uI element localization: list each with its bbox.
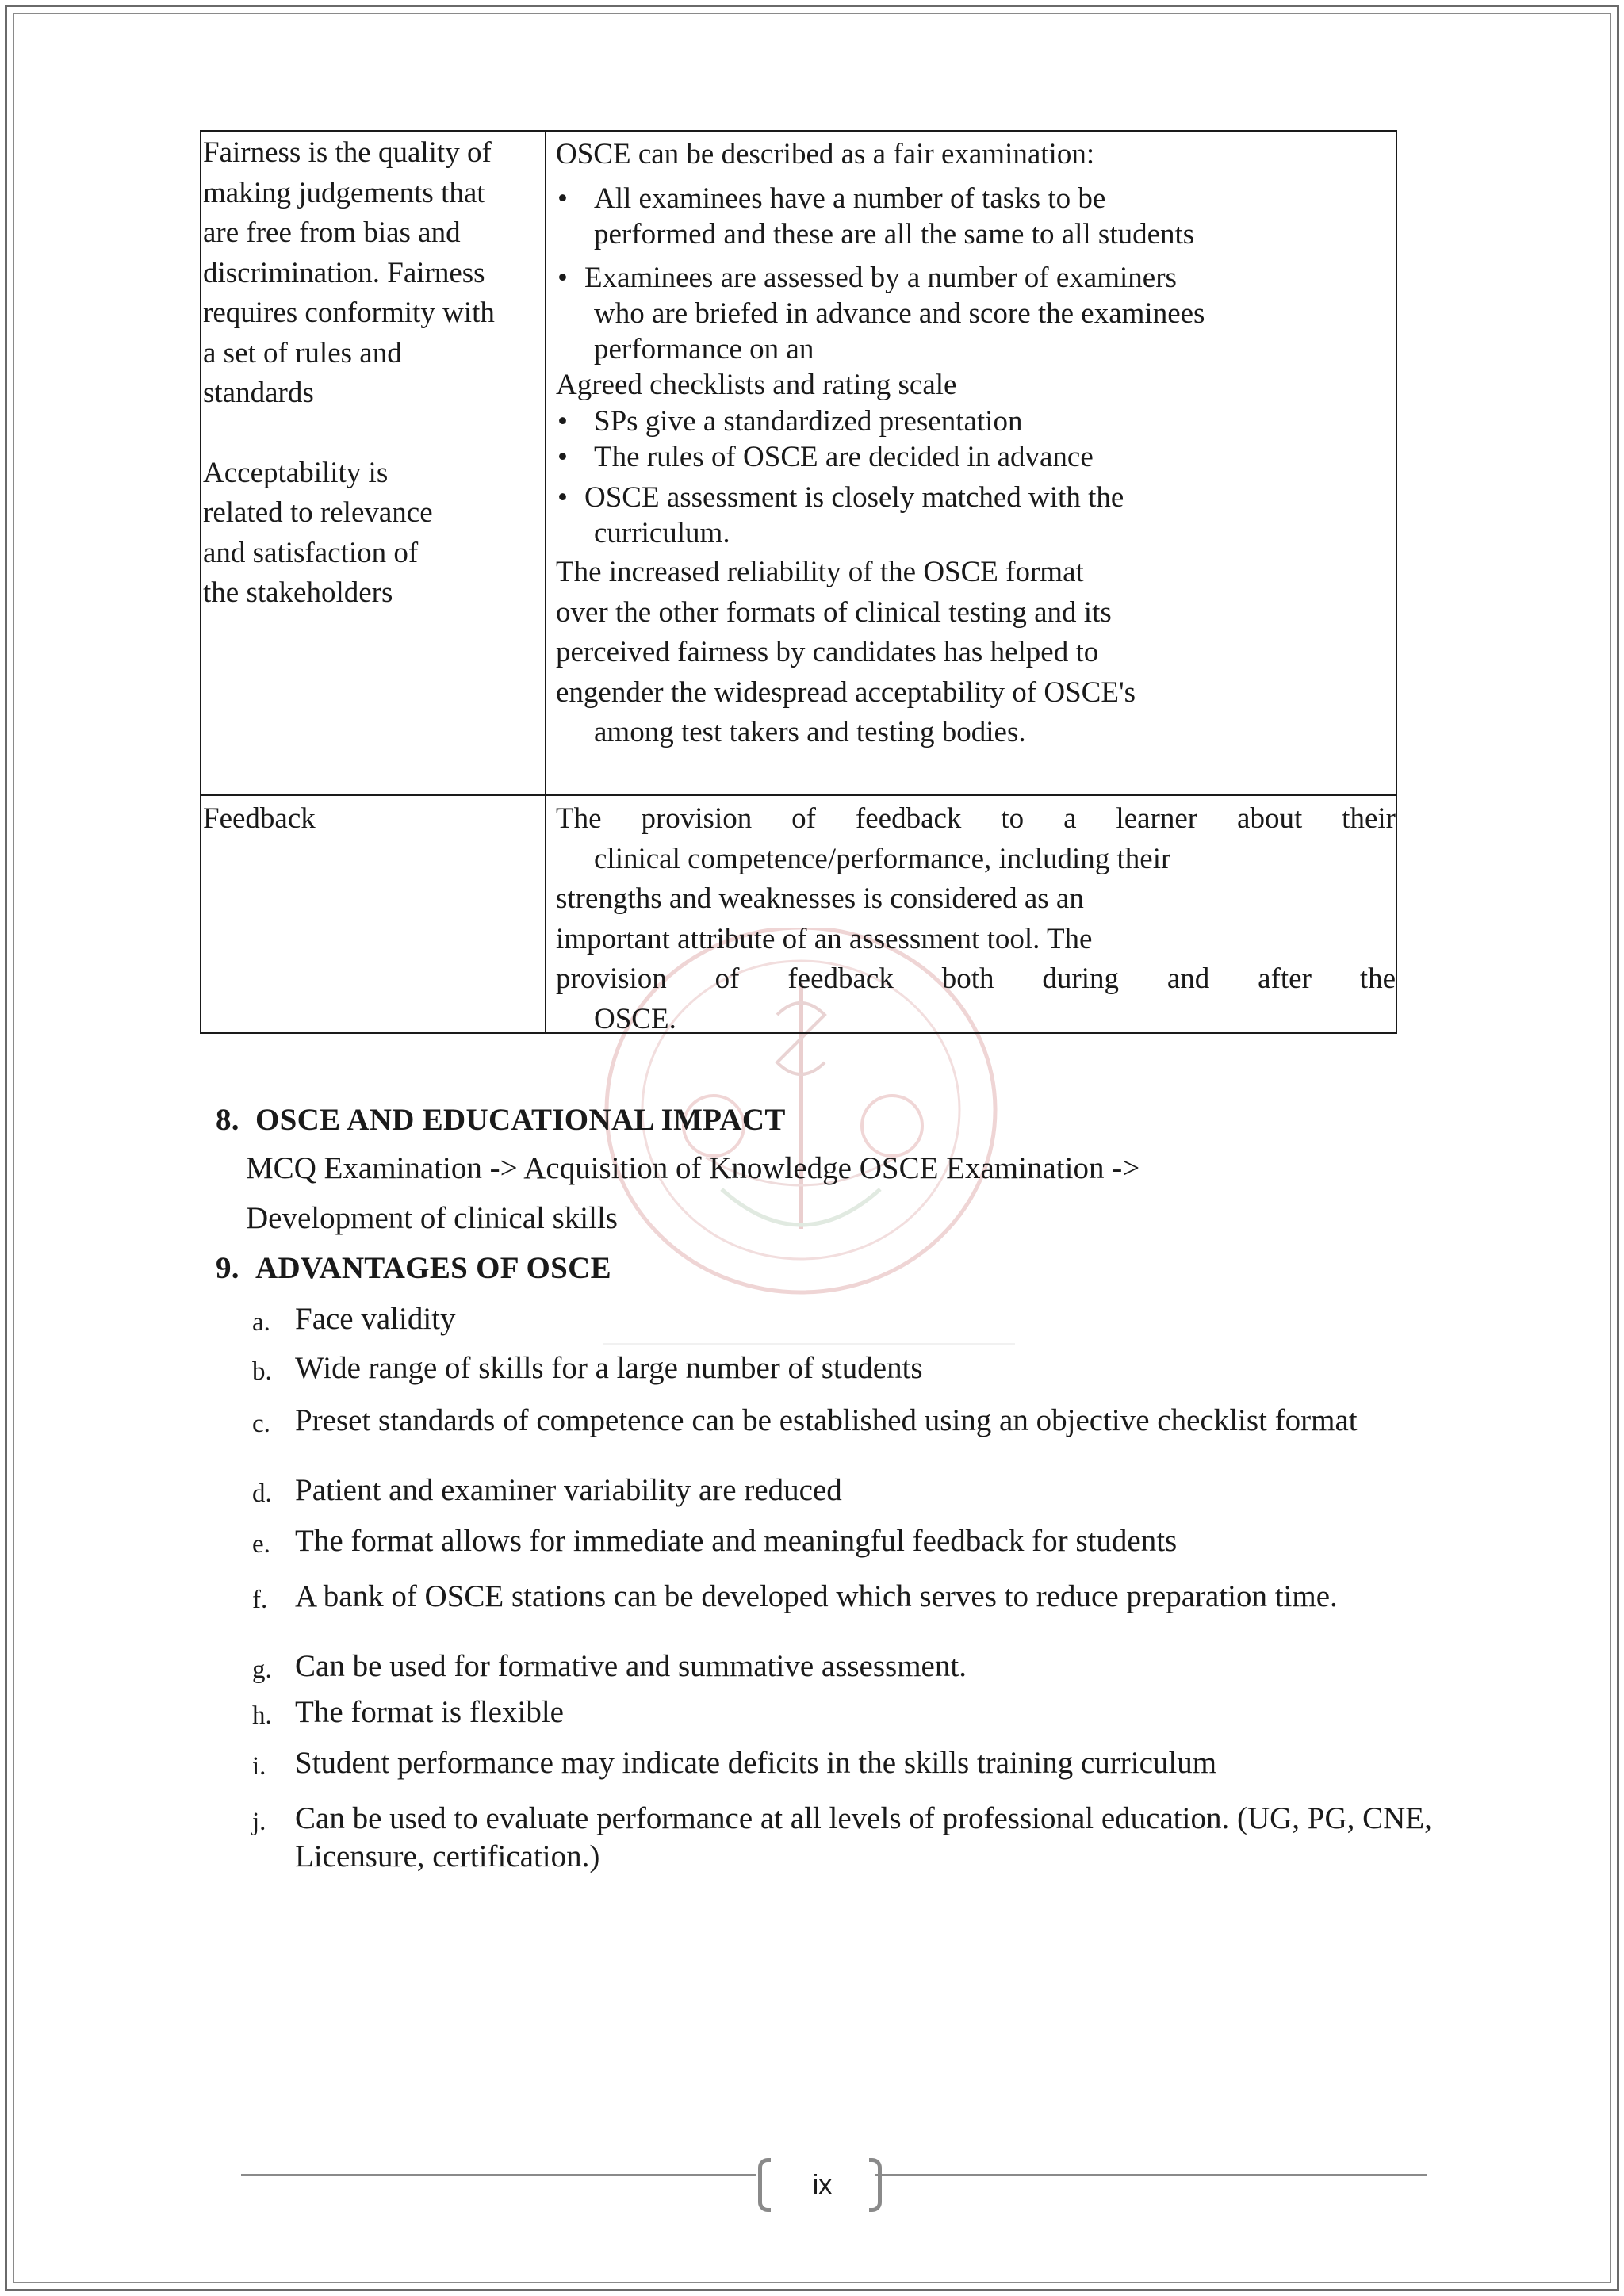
advantage-item bbox=[252, 1471, 1461, 1510]
table-row-fairness bbox=[201, 132, 1396, 796]
item-text: Face validity bbox=[295, 1302, 456, 1336]
paragraph-line: Fairness is the quality of bbox=[203, 136, 492, 169]
advantage-item bbox=[252, 1647, 1461, 1686]
bullet-icon: • bbox=[557, 182, 568, 215]
section-8-line: MCQ Examination -> Acquisition of Knowledge OSCE Examination -> bbox=[246, 1151, 1140, 1185]
agreed-checklists-line: Agreed checklists and rating scale bbox=[556, 369, 957, 401]
bullet-item bbox=[556, 480, 1396, 551]
paragraph-line: strengths and weaknesses is considered as an bbox=[556, 882, 1084, 915]
bullet-line: curriculum. bbox=[594, 517, 730, 549]
reliability-paragraph bbox=[556, 553, 1396, 753]
paragraph-line: clinical competence/performance, including their bbox=[594, 842, 1171, 875]
footer-rule-left bbox=[241, 2174, 756, 2176]
paragraph-line: The provision of feedback to a learner about their bbox=[556, 802, 1396, 835]
paragraph-line: and satisfaction of bbox=[203, 536, 419, 569]
item-text: Can be used to evaluate performance at all levels of professional education. (UG, PG, CNE, Licensure, certification.) bbox=[295, 1801, 1432, 1873]
page-number: ix bbox=[812, 2170, 833, 2200]
paragraph-line: OSCE. bbox=[594, 1002, 676, 1035]
bullet-icon: • bbox=[557, 441, 568, 473]
item-label: f. bbox=[252, 1586, 268, 1614]
table-cell-criterion bbox=[201, 132, 545, 614]
item-label: d. bbox=[252, 1479, 272, 1508]
bullet-line: performed and these are all the same to all students bbox=[594, 218, 1195, 251]
footer-rule-right bbox=[875, 2174, 1427, 2176]
advantage-item bbox=[252, 1800, 1461, 1876]
bullet-line: SPs give a standardized presentation bbox=[594, 405, 1023, 438]
section-8-heading bbox=[216, 1102, 786, 1138]
paragraph-line: over the other formats of clinical testing and its bbox=[556, 595, 1112, 629]
bullet-icon: • bbox=[557, 481, 568, 514]
advantage-item bbox=[252, 1349, 1461, 1387]
paragraph-line: important attribute of an assessment tool. The bbox=[556, 922, 1093, 955]
table-cell-description bbox=[546, 796, 1396, 1039]
item-label: c. bbox=[252, 1410, 270, 1438]
paragraph-line: among test takers and testing bodies. bbox=[594, 716, 1026, 748]
fairness-intro: OSCE can be described as a fair examination: bbox=[556, 138, 1095, 170]
table-row-feedback bbox=[201, 796, 1396, 1035]
paragraph-line: the stakeholders bbox=[203, 576, 393, 609]
paragraph-line: standards bbox=[203, 377, 314, 409]
item-text: Wide range of skills for a large number of students bbox=[295, 1351, 923, 1385]
table-cell-description bbox=[546, 132, 1396, 753]
paragraph-line: Acceptability is bbox=[203, 456, 389, 489]
advantage-item bbox=[252, 1744, 1461, 1782]
criteria-table bbox=[200, 130, 1397, 1034]
item-text: Patient and examiner variability are reduced bbox=[295, 1473, 842, 1507]
paragraph-line: are free from bias and bbox=[203, 216, 461, 249]
advantage-item bbox=[252, 1300, 1461, 1338]
bullet-line: All examinees have a number of tasks to be bbox=[594, 182, 1106, 215]
item-text: Preset standards of competence can be established using an objective checklist format bbox=[295, 1403, 1358, 1437]
advantage-item bbox=[252, 1522, 1461, 1560]
bullet-icon: • bbox=[557, 405, 568, 438]
item-text: Student performance may indicate deficits in the skills training curriculum bbox=[295, 1746, 1217, 1780]
bullet-item bbox=[556, 181, 1396, 252]
bullet-item bbox=[556, 439, 1396, 475]
advantage-item bbox=[252, 1578, 1461, 1616]
item-label: b. bbox=[252, 1357, 272, 1386]
paragraph-line: a set of rules and bbox=[203, 336, 402, 369]
bullet-line: OSCE assessment is closely matched with the bbox=[584, 481, 1124, 514]
item-text: Can be used for formative and summative assessment. bbox=[295, 1649, 967, 1683]
paragraph-line: perceived fairness by candidates has helped to bbox=[556, 636, 1099, 668]
item-label: e. bbox=[252, 1530, 270, 1559]
bullet-line: Examinees are assessed by a number of examiners bbox=[584, 262, 1177, 294]
table-cell-criterion bbox=[201, 796, 545, 840]
advantage-item bbox=[252, 1402, 1461, 1440]
section-title: ADVANTAGES OF OSCE bbox=[255, 1251, 611, 1285]
fairness-definition bbox=[203, 133, 545, 414]
feedback-label: Feedback bbox=[203, 802, 316, 835]
item-text: A bank of OSCE stations can be developed which serves to reduce preparation time. bbox=[295, 1579, 1338, 1613]
bullet-line: who are briefed in advance and score the examinees bbox=[594, 297, 1205, 330]
bullet-line: The rules of OSCE are decided in advance bbox=[594, 441, 1094, 473]
section-number: 9. bbox=[216, 1251, 239, 1285]
paragraph-line: The increased reliability of the OSCE format bbox=[556, 556, 1084, 588]
paragraph-line: related to relevance bbox=[203, 496, 433, 529]
section-8-line: Development of clinical skills bbox=[246, 1201, 618, 1235]
section-number: 8. bbox=[216, 1103, 239, 1137]
item-label: i. bbox=[252, 1752, 266, 1781]
paragraph-line: making judgements that bbox=[203, 176, 485, 209]
bullet-line: performance on an bbox=[594, 333, 814, 365]
item-text: The format allows for immediate and meaningful feedback for students bbox=[295, 1524, 1178, 1558]
paragraph-line: provision of feedback both during and after the bbox=[556, 962, 1396, 995]
paragraph-line: requires conformity with bbox=[203, 297, 495, 329]
bullet-item bbox=[556, 260, 1396, 367]
bullet-icon: • bbox=[557, 262, 568, 294]
feedback-paragraph bbox=[556, 799, 1396, 1039]
advantage-item bbox=[252, 1693, 1461, 1732]
section-9-heading bbox=[216, 1250, 611, 1286]
paragraph-line: engender the widespread acceptability of OSCE's bbox=[556, 675, 1136, 709]
item-text: The format is flexible bbox=[295, 1695, 564, 1729]
item-label: a. bbox=[252, 1308, 270, 1337]
bullet-item bbox=[556, 404, 1396, 439]
item-label: j. bbox=[252, 1808, 266, 1836]
item-label: h. bbox=[252, 1701, 272, 1730]
section-title: OSCE AND EDUCATIONAL IMPACT bbox=[255, 1103, 786, 1137]
acceptability-definition bbox=[203, 453, 545, 614]
item-label: g. bbox=[252, 1655, 272, 1684]
paragraph-line: discrimination. Fairness bbox=[203, 256, 485, 289]
